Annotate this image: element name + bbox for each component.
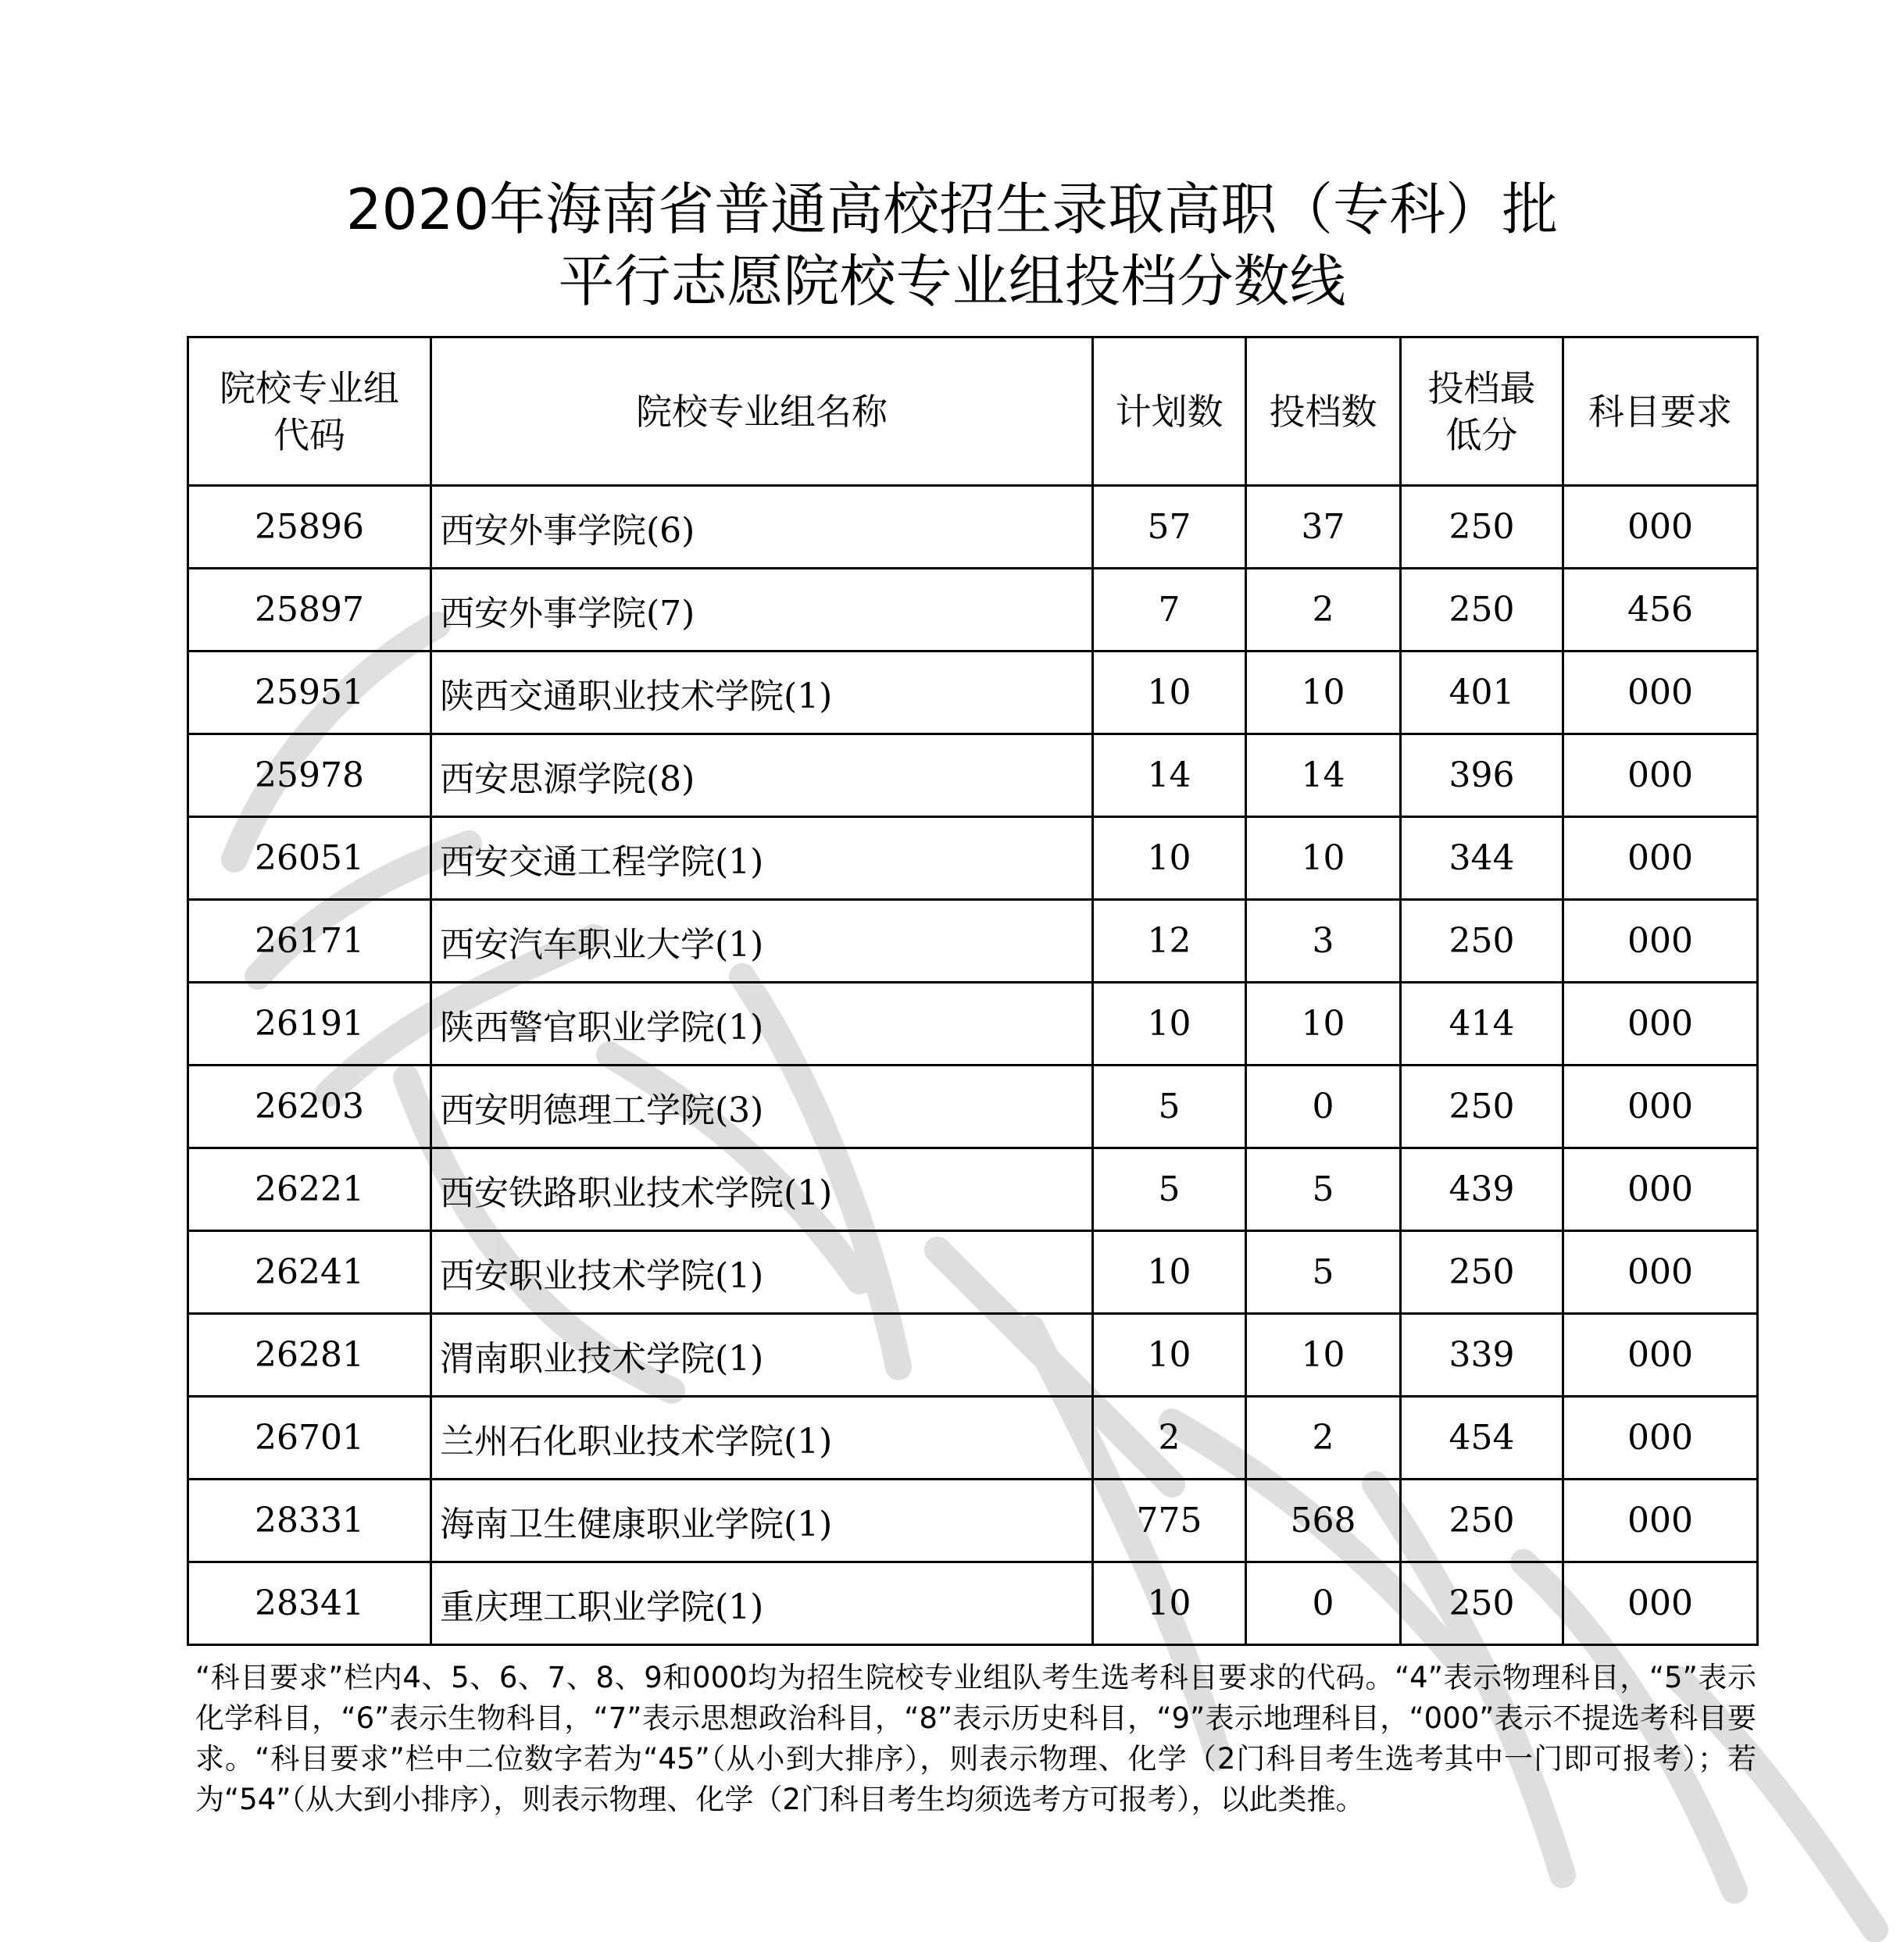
cell-filed: 0 — [1246, 1066, 1401, 1148]
cell-plan: 5 — [1093, 1148, 1246, 1231]
cell-plan: 10 — [1093, 817, 1246, 900]
cell-name: 西安汽车职业大学(1) — [431, 900, 1093, 983]
cell-name: 西安思源学院(8) — [431, 734, 1093, 817]
cell-code: 26171 — [188, 900, 431, 983]
header-plan: 计划数 — [1093, 337, 1246, 486]
cell-filed: 37 — [1246, 486, 1401, 569]
footnote-subject-codes: “科目要求”栏内4、5、6、7、8、9和000均为招生院校专业组队考生选考科目要求的代码。“4”表示物理科目，“5”表示化学科目，“6”表示生物科目，“7”表示思想政治科目，“8”表示历史科目，“9”表示地理科目，“000”表示不提选考科目要求。“科目要求”栏中二位数字若为“45”（从小到大排序），则表示物理、化学（2门科目考生选考其中一门即可报考）；若为“54”（从大到小排序），则表示物理、化学（2门科目考生均须选考方可报考），以此类推。 — [195, 1661, 1756, 1816]
table-row — [188, 983, 1758, 1066]
cell-min-score: 344 — [1401, 817, 1563, 900]
cell-code: 28331 — [188, 1480, 431, 1562]
cell-subject: 000 — [1563, 1314, 1758, 1397]
cell-subject: 000 — [1563, 1231, 1758, 1314]
cell-subject: 000 — [1563, 486, 1758, 569]
cell-subject: 000 — [1563, 651, 1758, 734]
cell-plan: 775 — [1093, 1480, 1246, 1562]
cell-subject: 000 — [1563, 1562, 1758, 1645]
cell-filed: 10 — [1246, 651, 1401, 734]
cell-min-score: 250 — [1401, 900, 1563, 983]
cell-name: 渭南职业技术学院(1) — [431, 1314, 1093, 1397]
cell-subject: 000 — [1563, 900, 1758, 983]
table-row — [188, 734, 1758, 817]
cell-plan: 14 — [1093, 734, 1246, 817]
cell-code: 25897 — [188, 569, 431, 651]
page-title-line-1: 2020年海南省普通高校招生录取高职（专科）批 — [345, 177, 1559, 242]
cell-code: 26221 — [188, 1148, 431, 1231]
cell-name: 西安职业技术学院(1) — [431, 1231, 1093, 1314]
table-row — [188, 1480, 1758, 1562]
cell-name: 西安明德理工学院(3) — [431, 1066, 1093, 1148]
table-row — [188, 1562, 1758, 1645]
cell-min-score: 250 — [1401, 1562, 1563, 1645]
table-row — [188, 1231, 1758, 1314]
cell-code: 26241 — [188, 1231, 431, 1314]
cell-filed: 568 — [1246, 1480, 1401, 1562]
cell-name: 海南卫生健康职业学院(1) — [431, 1480, 1093, 1562]
cell-filed: 0 — [1246, 1562, 1401, 1645]
page-title-line-2: 平行志愿院校专业组投档分数线 — [558, 248, 1346, 314]
cell-filed: 3 — [1246, 900, 1401, 983]
table-row — [188, 1397, 1758, 1480]
cell-code: 26701 — [188, 1397, 431, 1480]
table-row — [188, 1066, 1758, 1148]
cell-name: 重庆理工职业学院(1) — [431, 1562, 1093, 1645]
cell-min-score: 396 — [1401, 734, 1563, 817]
admission-score-table — [187, 336, 1759, 1646]
cell-plan: 7 — [1093, 569, 1246, 651]
table-header-row — [188, 337, 1758, 486]
cell-subject: 000 — [1563, 1397, 1758, 1480]
cell-plan: 5 — [1093, 1066, 1246, 1148]
cell-plan: 10 — [1093, 1562, 1246, 1645]
cell-min-score: 454 — [1401, 1397, 1563, 1480]
cell-filed: 2 — [1246, 1397, 1401, 1480]
cell-subject: 456 — [1563, 569, 1758, 651]
cell-code: 26051 — [188, 817, 431, 900]
header-filed: 投档数 — [1246, 337, 1401, 486]
header-subject: 科目要求 — [1563, 337, 1758, 486]
cell-plan: 10 — [1093, 651, 1246, 734]
cell-filed: 14 — [1246, 734, 1401, 817]
cell-min-score: 250 — [1401, 1066, 1563, 1148]
cell-code: 26191 — [188, 983, 431, 1066]
cell-filed: 10 — [1246, 1314, 1401, 1397]
cell-min-score: 414 — [1401, 983, 1563, 1066]
cell-subject: 000 — [1563, 1148, 1758, 1231]
cell-name: 西安外事学院(7) — [431, 569, 1093, 651]
cell-subject: 000 — [1563, 1480, 1758, 1562]
cell-name: 西安交通工程学院(1) — [431, 817, 1093, 900]
cell-code: 28341 — [188, 1562, 431, 1645]
cell-subject: 000 — [1563, 817, 1758, 900]
cell-filed: 10 — [1246, 983, 1401, 1066]
cell-name: 陕西警官职业学院(1) — [431, 983, 1093, 1066]
cell-plan: 12 — [1093, 900, 1246, 983]
cell-filed: 5 — [1246, 1148, 1401, 1231]
cell-filed: 5 — [1246, 1231, 1401, 1314]
cell-code: 25896 — [188, 486, 431, 569]
table-row — [188, 1314, 1758, 1397]
cell-code: 25951 — [188, 651, 431, 734]
cell-min-score: 401 — [1401, 651, 1563, 734]
cell-code: 26281 — [188, 1314, 431, 1397]
cell-filed: 2 — [1246, 569, 1401, 651]
cell-plan: 57 — [1093, 486, 1246, 569]
header-code: 院校专业组 代码 — [188, 337, 431, 486]
cell-name: 西安铁路职业技术学院(1) — [431, 1148, 1093, 1231]
table-row — [188, 569, 1758, 651]
cell-min-score: 439 — [1401, 1148, 1563, 1231]
table-row — [188, 651, 1758, 734]
cell-code: 26203 — [188, 1066, 431, 1148]
table-row — [188, 486, 1758, 569]
table-row — [188, 1148, 1758, 1231]
cell-subject: 000 — [1563, 1066, 1758, 1148]
cell-plan: 2 — [1093, 1397, 1246, 1480]
cell-min-score: 250 — [1401, 569, 1563, 651]
cell-min-score: 250 — [1401, 1231, 1563, 1314]
cell-min-score: 250 — [1401, 1480, 1563, 1562]
cell-subject: 000 — [1563, 734, 1758, 817]
cell-name: 兰州石化职业技术学院(1) — [431, 1397, 1093, 1480]
cell-min-score: 339 — [1401, 1314, 1563, 1397]
cell-filed: 10 — [1246, 817, 1401, 900]
cell-code: 25978 — [188, 734, 431, 817]
table-row — [188, 817, 1758, 900]
table-row — [188, 900, 1758, 983]
cell-name: 陕西交通职业技术学院(1) — [431, 651, 1093, 734]
cell-plan: 10 — [1093, 1231, 1246, 1314]
cell-min-score: 250 — [1401, 486, 1563, 569]
cell-subject: 000 — [1563, 983, 1758, 1066]
cell-plan: 10 — [1093, 1314, 1246, 1397]
header-name: 院校专业组名称 — [431, 337, 1093, 486]
cell-name: 西安外事学院(6) — [431, 486, 1093, 569]
cell-plan: 10 — [1093, 983, 1246, 1066]
header-min-score: 投档最 低分 — [1401, 337, 1563, 486]
